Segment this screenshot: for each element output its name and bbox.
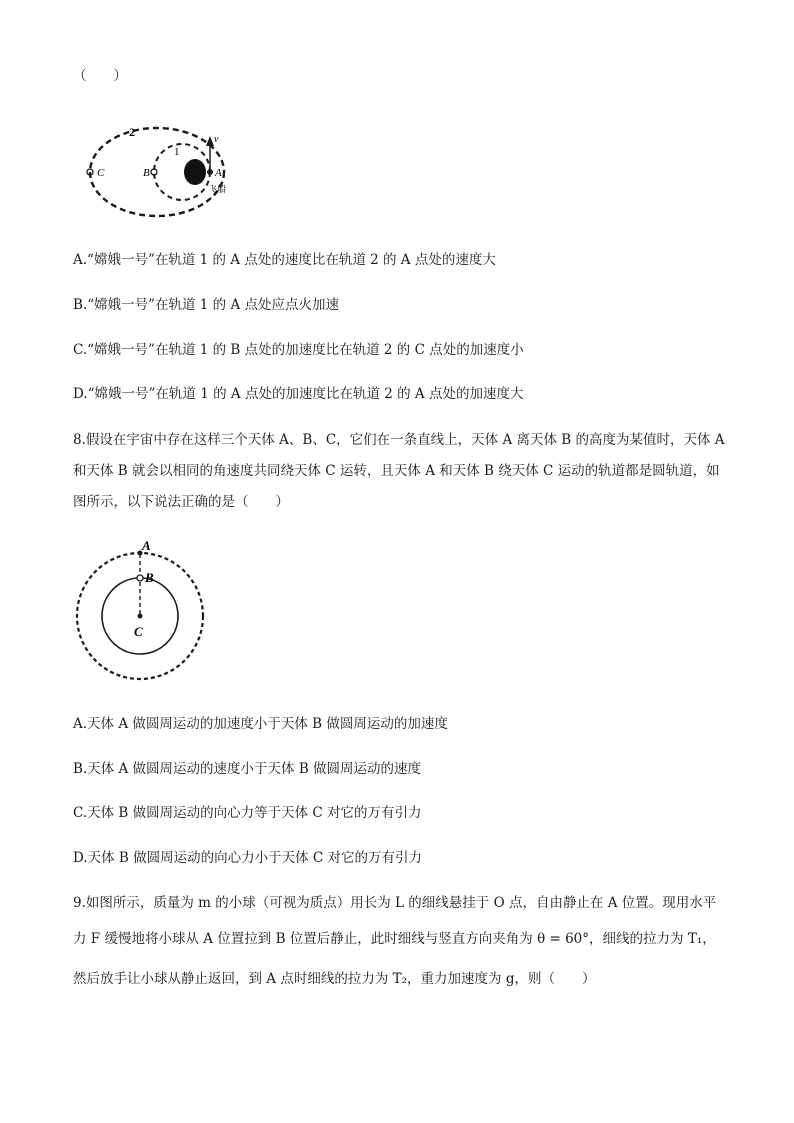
q8-stem-line-3: 图所示，以下说法正确的是（ ） [73,494,289,510]
body-c [138,614,143,619]
point-a-label: A [215,167,222,179]
point-b-label: B [143,167,150,179]
q8-option-b: B.天体 A 做圆周运动的速度小于天体 B 做圆周运动的速度 [73,761,422,777]
velocity-label: v [214,134,219,145]
q8-option-a: A.天体 A 做圆周运动的加速度小于天体 B 做圆周运动的加速度 [73,716,448,732]
moon-body [184,159,206,185]
point-a-dot [207,169,213,175]
craft-label: 飞船 [208,185,227,195]
q9-stem-line-3: 然后放手让小球从静止返回，到 A 点时细线的拉力为 T₂，重力加速度为 g，则（ ） [73,971,596,987]
concentric-orbit-figure [70,538,220,683]
q9-stem-line-1: 9.如图所示，质量为 m 的小球（可视为质点）用长为 L 的细线悬挂于 O 点，自由静止在 A 位置。现用水平 [73,895,717,911]
q9-stem-line-2: 力 F 缓慢地将小球从 A 位置拉到 B 位置后静止，此时细线与竖直方向夹角为 θ = 60°，细线的拉力为 T₁， [73,931,716,947]
q8-option-c: C.天体 B 做圆周运动的向心力等于天体 C 对它的万有引力 [73,805,422,821]
q7-option-a: A.“嫦娥一号”在轨道 1 的 A 点处的速度比在轨道 2 的 A 点处的速度大 [73,252,496,268]
q8-stem-line-1: 8.假设在宇宙中存在这样三个天体 A、B、C，它们在一条直线上，天体 A 离天体 B 的高度为某值时，天体 A [73,432,725,448]
body-b [137,575,143,581]
q7-option-c: C.“嫦娥一号”在轨道 1 的 B 点处的加速度比在轨道 2 的 C 点处的加速度小 [73,342,524,358]
point-b-label: B [145,570,154,585]
answer-bracket: （ ） [73,68,127,84]
q7-option-d: D.“嫦娥一号”在轨道 1 的 A 点处的加速度比在轨道 2 的 A 点处的加速度大 [73,386,524,402]
point-c-label: C [97,167,105,179]
orbit-figure [82,122,252,232]
point-c-label: C [134,624,143,639]
velocity-arrow-head [206,136,214,146]
q8-stem-line-2: 和天体 B 就会以相同的角速度共同绕天体 C 运转，且天体 A 和天体 B 绕天体 C 运动的轨道都是圆轨道，如 [73,463,720,479]
point-a-label: A [142,538,151,553]
orbit-1-label: 1 [174,146,180,158]
q7-option-b: B.“嫦娥一号”在轨道 1 的 A 点处应点火加速 [73,297,340,313]
q8-option-d: D.天体 B 做圆周运动的向心力小于天体 C 对它的万有引力 [73,850,423,866]
orbit-2-label: 2 [129,125,135,139]
